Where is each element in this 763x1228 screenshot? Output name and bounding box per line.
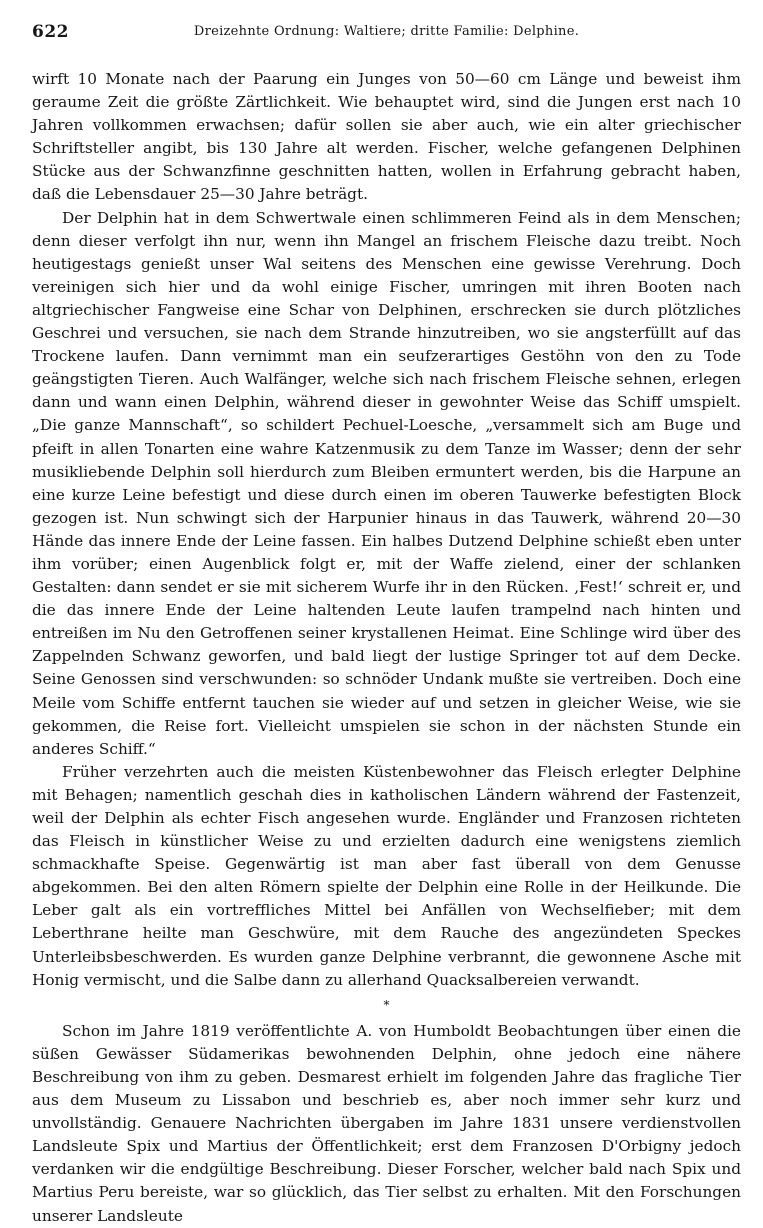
running-head: Dreizehnte Ordnung: Waltiere; dritte Familie: Delphine. (193, 24, 580, 39)
paragraph-2: Der Delphin hat in dem Schwertwale einen schlimmeren Feind als in dem Menschen; denn dieser verfolgt ihn nur, wenn ihn Mangel an frischem Fleische dazu treibt. Noch heutigestags genießt unser Wal seitens des Menschen eine gewisse Verehrung. Doch vereinigen sich hier und da wohl einige Fischer, umringen mit ihren Booten nach altgriechischer Fangweise eine Schar von Delphinen, erschrecken sie durch plötzliches Geschrei und versuchen, sie nach dem Strande hinzutreiben, wo sie angsterfüllt auf das Trockene laufen. Dann vernimmt man ein seufzerartiges Gestöhn von den zu Tode geängstigten Tieren. Auch Walfänger, welche sich nach frischem Fleische sehnen, erlegen dann und wann einen Delphin, während dieser in gewohnter Weise das Schiff umspielt. „Die ganze Mannschaft“, so schildert Pechuel-Loesche, „versammelt sich am Buge und pfeift in allen Tonarten eine wahre Katzenmusik zu dem Tanze im Wasser; denn der sehr musikliebende Delphin soll hierdurch zum Bleiben ermuntert werden, bis die Harpune an eine kurze Leine befestigt und diese durch einen im oberen Tauwerke befestigten Block gezogen ist. Nun schwingt sich der Harpunier hinaus in das Tauwerk, während 20—30 Hände das innere Ende der Leine fassen. Ein halbes Dutzend Delphine schießt eben unter ihm vorüber; einen Augenblick folgt er, mit der Waffe zielend, einer der schlanken Gestalten: dann sendet er sie mit sicherem Wurfe ihr in den Rücken. ‚Fest!‘ schreit er, und die das innere Ende der Leine haltenden Leute laufen trampelnd nach hinten und entreißen im Nu den Getroffenen seiner krystallenen Heimat. Eine Schlinge wird über des Zappelnden Schwanz geworfen, und bald liegt der lustige Springer tot auf dem Decke. Seine Genossen sind verschwunden: so schnöder Undank mußte sie vertreiben. Doch eine Meile vom Schiffe entfernt tauchen sie wieder auf und setzen in gleicher Weise, wie sie gekommen, die Reise fort. Vielleicht umspielen sie schon in der nächsten Stunde ein anderes Schiff.“ (32, 208, 741, 758)
section-separator: * (383, 997, 390, 1012)
paragraph-4: Schon im Jahre 1819 veröffentlichte A. von Humboldt Beobachtungen über einen die süßen Gewässer Südamerikas bewohnenden Delphin, ohne jedoch eine nähere Beschreibung von ihm zu geben. Desmarest erhielt im folgenden Jahre das fragliche Tier aus dem Museum zu Lissabon und beschrieb es, aber noch immer sehr kurz und unvollständig. Genauere Nachrichten übergaben im Jahre 1831 unsere verdienstvollen Landsleute Spix und Martius der Öffentlichkeit; erst dem Franzosen D'Orbigny jedoch verdanken wir die endgültige Beschreibung. Dieser Forscher, welcher bald nach Spix und Martius Peru bereiste, war so glücklich, das Tier selbst zu erhalten. Mit den Forschungen unserer Landsleute (32, 1021, 741, 1225)
body-text (32, 68, 741, 1228)
page-number: 622 (32, 22, 69, 42)
paragraph-3: Früher verzehrten auch die meisten Küstenbewohner das Fleisch erlegter Delphine mit Behagen; namentlich geschah dies in katholischen Ländern während der Fastenzeit, weil der Delphin als echter Fisch angesehen wurde. Engländer und Franzosen richteten das Fleisch in künstlicher Weise zu und erzielten dadurch eine wenigstens ziemlich schmackhafte Speise. Gegenwärtig ist man aber fast überall von dem Genusse abgekommen. Bei den alten Römern spielte der Delphin eine Rolle in der Heilkunde. Die Leber galt als ein vortreffliches Mittel bei Anfällen von Wechselfieber; mit dem Leberthrane heilte man Geschwüre, mit dem Rauche des angezündeten Speckes Unterleibsbeschwerden. Es wurden ganze Delphine verbrannt, die gewonnene Asche mit Honig vermischt, und die Salbe dann zu allerhand Quacksalbereien verwandt. (32, 762, 741, 989)
page-header (32, 14, 741, 44)
paragraph-1: wirft 10 Monate nach der Paarung ein Junges von 50—60 cm Länge und beweist ihm geraume Zeit die größte Zärtlichkeit. Wie behauptet wird, sind die Jungen erst nach 10 Jahren vollkommen erwachsen; dafür sollen sie aber auch, wie ein alter griechischer Schriftsteller angibt, bis 130 Jahre alt werden. Fischer, welche gefangenen Delphinen Stücke aus der Schwanzfinne geschnitten hatten, wollen in Erfahrung gebracht haben, daß die Lebensdauer 25—30 Jahre beträgt. (32, 70, 741, 204)
